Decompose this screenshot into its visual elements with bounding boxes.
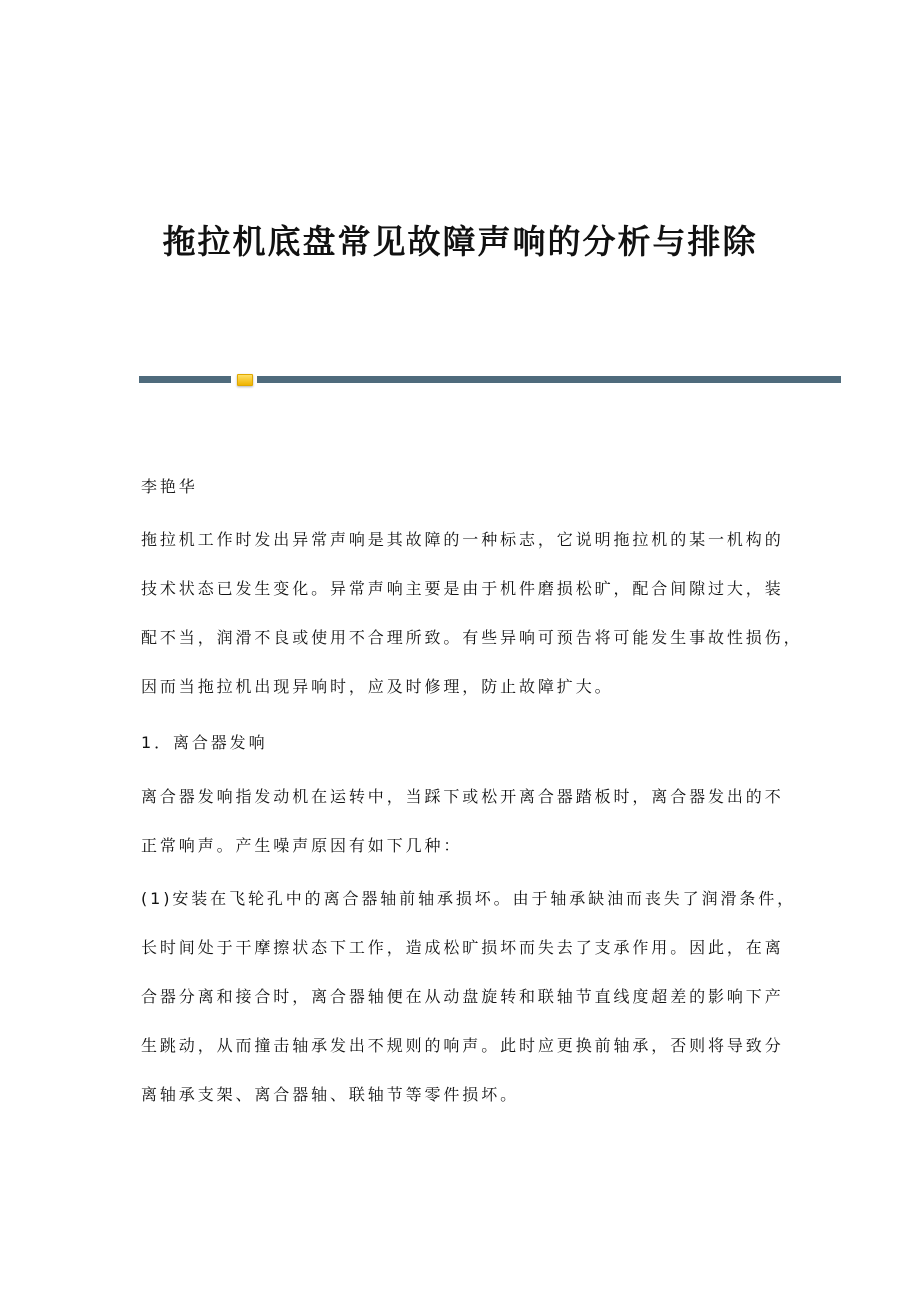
- section-heading: 1．离合器发响: [141, 733, 268, 752]
- divider-right: [257, 376, 841, 383]
- text-line: 正常响声。产生噪声原因有如下几种：: [141, 836, 463, 855]
- paragraph: [141, 785, 784, 883]
- document-title: 拖拉机底盘常见故障声响的分析与排除: [162, 222, 758, 261]
- text-line: 配不当，润滑不良或使用不合理所致。有些异响可预告将可能发生事故性损伤，: [141, 628, 803, 647]
- text-line: 技术状态已发生变化。异常声响主要是由于机件磨损松旷，配合间隙过大，装: [141, 579, 784, 598]
- divider-left: [139, 376, 231, 383]
- divider-ornament-icon: [237, 374, 253, 386]
- text-line: 离轴承支架、离合器轴、联轴节等零件损坏。: [141, 1085, 520, 1104]
- text-line: 合器分离和接合时，离合器轴便在从动盘旋转和联轴节直线度超差的影响下产: [141, 987, 784, 1006]
- text-line: 生跳动，从而撞击轴承发出不规则的响声。此时应更换前轴承，否则将导致分: [141, 1036, 784, 1055]
- paragraph: [141, 887, 796, 1132]
- text-line: 离合器发响指发动机在运转中，当踩下或松开离合器踏板时，离合器发出的不: [141, 787, 784, 806]
- text-line: 长时间处于干摩擦状态下工作，造成松旷损坏而失去了支承作用。因此，在离: [141, 938, 784, 957]
- author: 李艳华: [141, 477, 198, 496]
- intro-paragraph: [141, 528, 803, 724]
- text-line: 因而当拖拉机出现异响时，应及时修理，防止故障扩大。: [141, 677, 614, 696]
- text-line: (1)安装在飞轮孔中的离合器轴前轴承损坏。由于轴承缺油而丧失了润滑条件，: [141, 889, 797, 908]
- text-line: 拖拉机工作时发出异常声响是其故障的一种标志，它说明拖拉机的某一机构的: [141, 530, 784, 549]
